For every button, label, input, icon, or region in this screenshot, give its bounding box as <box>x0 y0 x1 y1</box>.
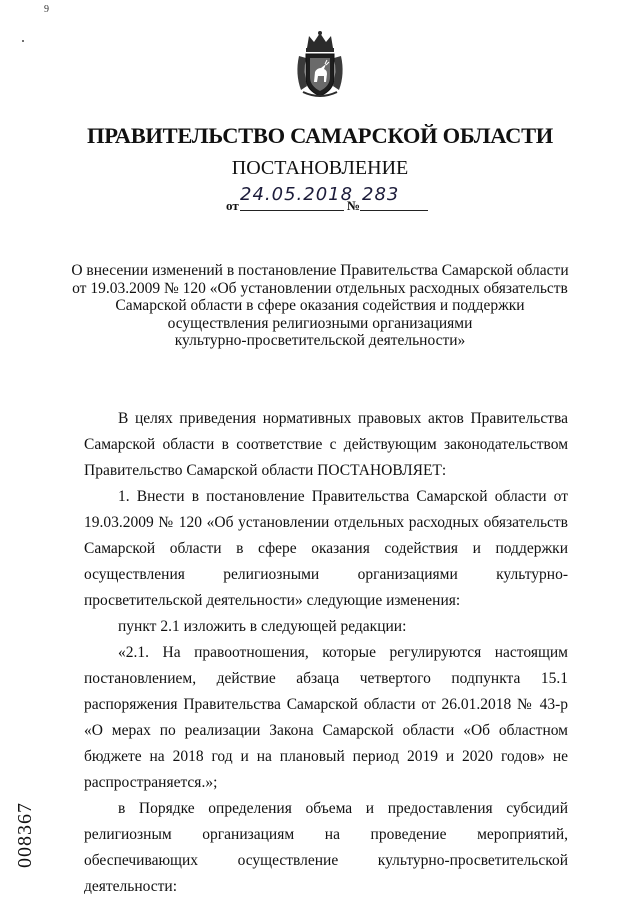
date-underline <box>240 210 344 211</box>
body-paragraph: в Порядке определения объема и предоставления субсидий религиозным организациям на проведение мероприятий, обеспечивающих осуществление культурно-просветительской деятельности: <box>84 800 568 895</box>
body-paragraph: «2.1. На правоотношения, которые регулируются настоящим постановлением, действие абзаца четвертого подпункта 15.1 распоряжения Правительства Самарской области от 26.01.2018 № 43-р «О мерах по реализации Закона Самарской области «Об областном бюджете на 2018 год и на плановый период 2019 и 2020 годов» не распространяется.»; <box>84 644 568 791</box>
date-number-line <box>226 184 436 214</box>
government-title: ПРАВИТЕЛЬСТВО САМАРСКОЙ ОБЛАСТИ <box>87 123 553 148</box>
handwritten-date: 24.05.2018 <box>240 184 354 205</box>
number-prefix: № <box>347 198 361 213</box>
heading-line: Самарской области в сфере оказания содействия и поддержки <box>115 297 525 314</box>
date-prefix: от <box>226 198 239 213</box>
handwritten-number: 283 <box>362 184 400 205</box>
coat-of-arms-emblem <box>293 30 347 100</box>
resolution-body <box>84 406 568 900</box>
heading-line: культурно-просветительской деятельности» <box>174 332 466 349</box>
resolution-heading <box>70 262 570 350</box>
heading-line: О внесении изменений в постановление Правительства Самарской области <box>71 262 569 279</box>
heading-line: от 19.03.2009 № 120 «Об установлении отдельных расходных обязательств <box>72 279 568 297</box>
body-paragraph: пункт 2.1 изложить в следующей редакции: <box>118 618 407 635</box>
document-type: ПОСТАНОВЛЕНИЕ <box>231 157 409 179</box>
number-underline <box>360 210 428 211</box>
side-registration-number: 008367 <box>14 802 36 868</box>
body-paragraph: 1. Внести в постановление Правительства Самарской области от 19.03.2009 № 120 «Об установлении отдельных расходных обязательств Самарской области в сфере оказания содействия и поддержки осуществления религиозными организациями культурно-просветительской деятельности» следующие изменения: <box>84 488 568 609</box>
heading-line: осуществления религиозными организациями <box>167 314 473 332</box>
corner-mark: 9 <box>44 4 49 15</box>
body-paragraph: В целях приведения нормативных правовых актов Правительства Самарской области в соответствие с действующим законодательством Правительство Самарской области ПОСТАНОВЛЯЕТ: <box>84 410 568 479</box>
margin-dot <box>22 40 24 42</box>
